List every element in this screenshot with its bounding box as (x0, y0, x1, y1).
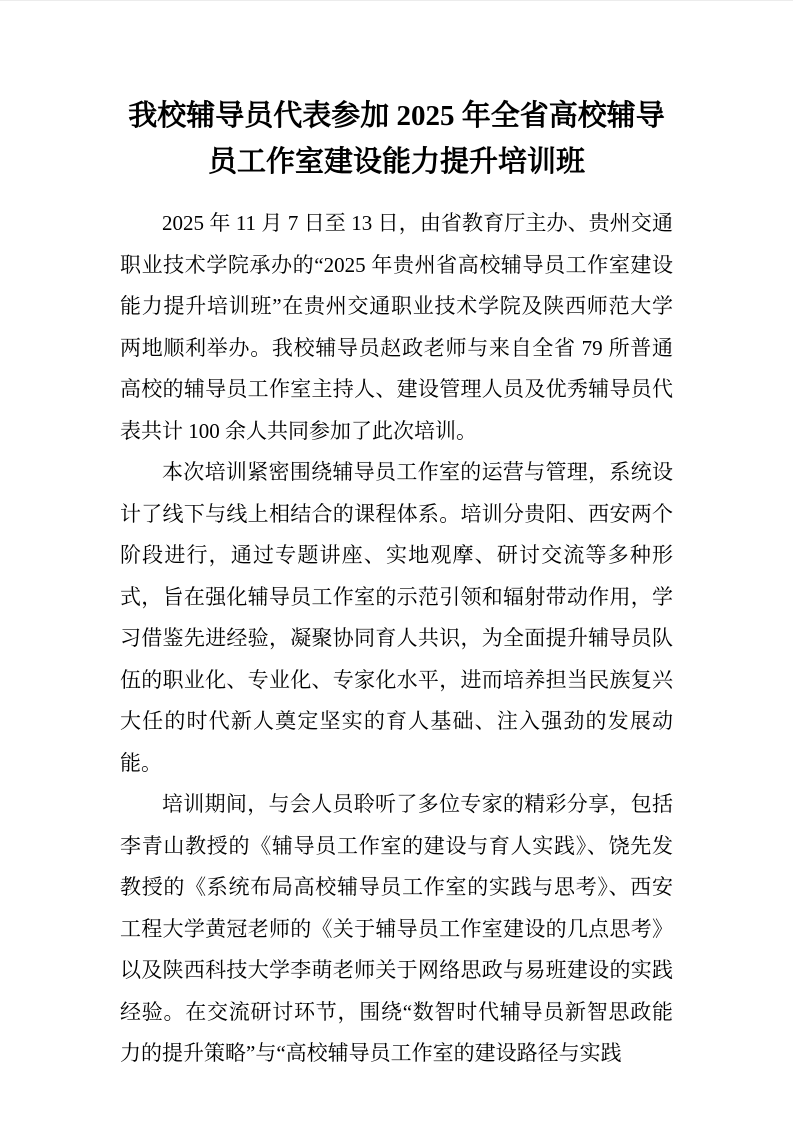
document-content (120, 93, 673, 1075)
document-title: 我校辅导员代表参加 2025 年全省高校辅导员工作室建设能力提升培训班 (128, 100, 665, 178)
paragraph-intro: 2025 年 11 月 7 日至 13 日，由省教育厅主办、贵州交通职业技术学院承办的“2025 年贵州省高校辅导员工作室建设能力提升培训班”在贵州交通职业技术学院及陕西师范大学两地顺利举办。我校辅导员赵政老师与来自全省 79 所普通高校的辅导员工作室主持人、建设管理人员及优秀辅导员代表共计 100 余人共同参加了此次培训。 (120, 211, 673, 443)
paragraph-expert-sharing: 培训期间，与会人员聆听了多位专家的精彩分享，包括李青山教授的《辅导员工作室的建设与育人实践》、饶先发教授的《系统布局高校辅导员工作室的实践与思考》、西安工程大学黄冠老师的《关于辅导员工作室建设的几点思考》以及陕西科技大学李萌老师关于网络思政与易班建设的实践经验。在交流研讨环节，围绕“数智时代辅导员新智思政能力的提升策略”与“高校辅导员工作室的建设路径与实践 (120, 792, 673, 1065)
paragraph-training-overview: 本次培训紧密围绕辅导员工作室的运营与管理，系统设计了线下与线上相结合的课程体系。培训分贵阳、西安两个阶段进行，通过专题讲座、实地观摩、研讨交流等多种形式，旨在强化辅导员工作室的示范引领和辐射带动作用，学习借鉴先进经验，凝聚协同育人共识，为全面提升辅导员队伍的职业化、专业化、专家化水平，进而培养担当民族复兴大任的时代新人奠定坚实的育人基础、注入强劲的发展动能。 (120, 460, 673, 775)
